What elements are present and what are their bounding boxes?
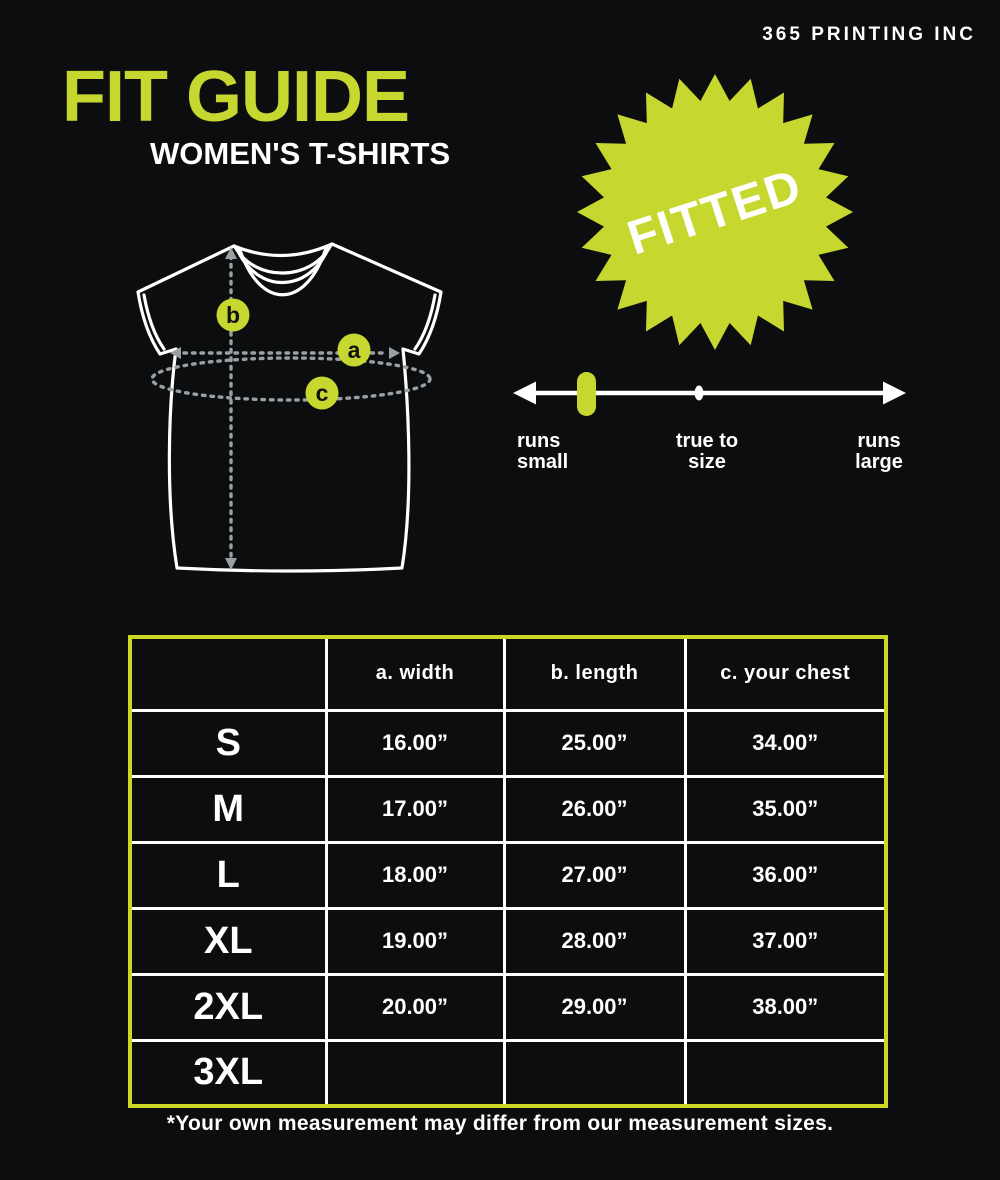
size-label: 3XL bbox=[130, 1040, 326, 1106]
scale-label-line: small bbox=[517, 451, 569, 473]
scale-right-arrowhead bbox=[883, 382, 906, 405]
chest-value: 37.00” bbox=[685, 908, 886, 974]
marker-c-label: c bbox=[315, 380, 329, 406]
marker-b-label: b bbox=[225, 302, 241, 328]
size-label: XL bbox=[130, 908, 326, 974]
scale-label-line: runs bbox=[517, 430, 561, 452]
table-row-xl bbox=[130, 908, 886, 974]
length-value: 26.00” bbox=[504, 776, 685, 842]
width-value: 20.00” bbox=[326, 974, 504, 1040]
table-row-s bbox=[130, 710, 886, 776]
size-label: 2XL bbox=[130, 974, 326, 1040]
width-value: 17.00” bbox=[326, 776, 504, 842]
scale-label-line: runs bbox=[857, 430, 901, 452]
length-value: 25.00” bbox=[504, 710, 685, 776]
scale-label-runs-large bbox=[820, 431, 938, 473]
page-title: FIT GUIDE bbox=[62, 57, 409, 137]
fitted-badge bbox=[575, 72, 855, 352]
width-value: 16.00” bbox=[326, 710, 504, 776]
header-width: a. width bbox=[326, 637, 504, 710]
scale-label-line: large bbox=[855, 451, 903, 473]
size-label: L bbox=[130, 842, 326, 908]
measurement-disclaimer: *Your own measurement may differ from our measurement sizes. bbox=[166, 1112, 834, 1135]
scale-label-true-to-size bbox=[648, 431, 766, 473]
size-label: S bbox=[130, 710, 326, 776]
scale-midpoint-dot bbox=[695, 386, 704, 401]
fitted-badge-label: FITTED bbox=[621, 159, 809, 266]
fit-scale bbox=[505, 360, 915, 430]
width-value: 18.00” bbox=[326, 842, 504, 908]
size-table-header-row bbox=[130, 637, 886, 710]
length-value: 28.00” bbox=[504, 908, 685, 974]
scale-position-marker bbox=[577, 372, 596, 416]
size-label: M bbox=[130, 776, 326, 842]
scale-label-line: size bbox=[688, 451, 726, 473]
size-table bbox=[128, 635, 888, 1108]
header-corner-cell bbox=[130, 637, 326, 710]
chest-value: 36.00” bbox=[685, 842, 886, 908]
marker-a-label: a bbox=[347, 337, 361, 363]
chest-measure-ellipse bbox=[152, 358, 430, 400]
chest-value: 35.00” bbox=[685, 776, 886, 842]
length-value bbox=[504, 1040, 685, 1106]
brand-name: 365 PRINTING INC bbox=[762, 24, 976, 45]
page-subtitle: WOMEN'S T-SHIRTS bbox=[150, 136, 451, 171]
table-row-3xl bbox=[130, 1040, 886, 1106]
width-value: 19.00” bbox=[326, 908, 504, 974]
table-row-l bbox=[130, 842, 886, 908]
header-chest: c. your chest bbox=[685, 637, 886, 710]
length-value: 27.00” bbox=[504, 842, 685, 908]
table-row-m bbox=[130, 776, 886, 842]
header-length: b. length bbox=[504, 637, 685, 710]
scale-left-arrowhead bbox=[513, 382, 536, 405]
chest-value bbox=[685, 1040, 886, 1106]
table-row-2xl bbox=[130, 974, 886, 1040]
chest-value: 38.00” bbox=[685, 974, 886, 1040]
width-value bbox=[326, 1040, 504, 1106]
length-value: 29.00” bbox=[504, 974, 685, 1040]
scale-label-line: true to bbox=[675, 430, 739, 452]
tshirt-diagram bbox=[130, 230, 500, 585]
chest-value: 34.00” bbox=[685, 710, 886, 776]
scale-label-runs-small bbox=[517, 431, 568, 473]
